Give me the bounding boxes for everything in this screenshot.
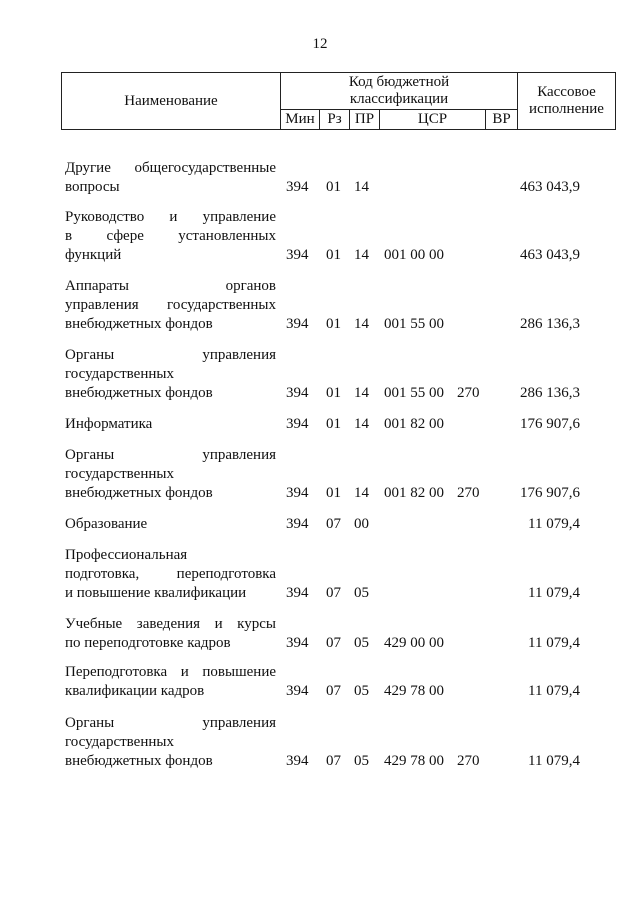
row-name-line: внебюджетных фондов	[65, 316, 213, 332]
row-name-line: Переподготовка и повышение	[65, 664, 276, 680]
table-row	[0, 346, 640, 403]
header-cash-line2: исполнение	[529, 101, 604, 117]
cell-sum: 11 079,4	[528, 753, 580, 769]
row-name-line: управления государственных	[65, 297, 276, 313]
cell-rz: 07	[326, 683, 341, 699]
header-budget-code-line2: классификации	[349, 91, 449, 107]
header-cash-execution	[518, 73, 616, 130]
row-name	[65, 159, 276, 197]
cell-sum: 463 043,9	[520, 247, 580, 263]
cell-csr: 429 00 00	[384, 635, 444, 651]
cell-vr: 270	[457, 385, 480, 401]
cell-pr: 14	[354, 485, 369, 501]
row-name	[65, 346, 276, 403]
cell-min: 394	[286, 416, 309, 432]
row-name-line: функций	[65, 247, 122, 263]
cell-sum: 286 136,3	[520, 385, 580, 401]
cell-vr: 270	[457, 485, 480, 501]
cell-sum: 11 079,4	[528, 635, 580, 651]
row-name-line: Органы управления	[65, 715, 276, 731]
page-number: 12	[312, 36, 328, 52]
cell-csr: 001 55 00	[384, 385, 444, 401]
row-name	[65, 208, 276, 265]
row-name-line: Органы управления	[65, 347, 276, 363]
header-budget-code	[281, 73, 518, 110]
cell-pr: 05	[354, 635, 369, 651]
cell-min: 394	[286, 683, 309, 699]
cell-rz: 01	[326, 485, 341, 501]
row-name-line: Руководство и управление	[65, 209, 276, 225]
cell-csr: 001 82 00	[384, 416, 444, 432]
cell-pr: 05	[354, 585, 369, 601]
row-name-line: Органы управления	[65, 447, 276, 463]
row-name-line: в сфере установленных	[65, 228, 276, 244]
table-row	[0, 208, 640, 265]
cell-rz: 01	[326, 179, 341, 195]
cell-csr: 001 00 00	[384, 247, 444, 263]
cell-sum: 176 907,6	[520, 416, 580, 432]
cell-pr: 14	[354, 179, 369, 195]
cell-rz: 01	[326, 385, 341, 401]
cell-sum: 463 043,9	[520, 179, 580, 195]
row-name-line: вопросы	[65, 179, 120, 195]
cell-pr: 05	[354, 683, 369, 699]
cell-min: 394	[286, 316, 309, 332]
table-row	[0, 159, 640, 197]
header-cash-line1: Кассовое	[537, 84, 596, 100]
cell-sum: 11 079,4	[528, 585, 580, 601]
cell-min: 394	[286, 753, 309, 769]
table-row	[0, 515, 640, 534]
table-row	[0, 415, 640, 434]
cell-min: 394	[286, 635, 309, 651]
table-row	[0, 446, 640, 503]
row-name	[65, 615, 276, 653]
cell-min: 394	[286, 585, 309, 601]
table-row	[0, 663, 640, 701]
cell-vr: 270	[457, 753, 480, 769]
row-name-line: Информатика	[65, 416, 153, 432]
cell-csr: 001 55 00	[384, 316, 444, 332]
cell-rz: 07	[326, 585, 341, 601]
row-name-line: государственных	[65, 366, 174, 382]
table-row	[0, 714, 640, 771]
header-csr: ЦСР	[380, 110, 486, 130]
cell-csr: 001 82 00	[384, 485, 444, 501]
cell-pr: 14	[354, 385, 369, 401]
row-name-line: Образование	[65, 516, 148, 532]
cell-min: 394	[286, 247, 309, 263]
cell-rz: 07	[326, 516, 341, 532]
header-name: Наименование	[62, 73, 281, 130]
table-header	[61, 72, 616, 130]
row-name-line: и повышение квалификации	[65, 585, 247, 601]
row-name-line: по переподготовке кадров	[65, 635, 231, 651]
row-name	[65, 277, 276, 334]
row-name-line: внебюджетных фондов	[65, 753, 213, 769]
cell-pr: 05	[354, 753, 369, 769]
row-name	[65, 546, 276, 603]
row-name	[65, 515, 276, 534]
cell-rz: 01	[326, 316, 341, 332]
cell-min: 394	[286, 385, 309, 401]
cell-rz: 07	[326, 753, 341, 769]
cell-sum: 11 079,4	[528, 683, 580, 699]
cell-min: 394	[286, 516, 309, 532]
row-name	[65, 663, 276, 701]
header-min: Мин	[281, 110, 320, 130]
row-name-line: государственных	[65, 466, 174, 482]
cell-sum: 286 136,3	[520, 316, 580, 332]
cell-min: 394	[286, 485, 309, 501]
cell-pr: 14	[354, 247, 369, 263]
cell-rz: 01	[326, 247, 341, 263]
row-name-line: Другие общегосударственные	[65, 160, 276, 176]
cell-csr: 429 78 00	[384, 753, 444, 769]
row-name-line: подготовка, переподготовка	[65, 566, 276, 582]
header-vr: ВР	[486, 110, 518, 130]
cell-sum: 11 079,4	[528, 516, 580, 532]
row-name-line: внебюджетных фондов	[65, 485, 213, 501]
table-row	[0, 277, 640, 334]
row-name	[65, 714, 276, 771]
row-name-line: Аппараты органов	[65, 278, 276, 294]
row-name	[65, 415, 276, 434]
cell-pr: 14	[354, 416, 369, 432]
row-name	[65, 446, 276, 503]
cell-rz: 07	[326, 635, 341, 651]
row-name-line: квалификации кадров	[65, 683, 205, 699]
cell-pr: 14	[354, 316, 369, 332]
row-name-line: внебюджетных фондов	[65, 385, 213, 401]
header-pr: ПР	[350, 110, 380, 130]
cell-sum: 176 907,6	[520, 485, 580, 501]
header-rz: Рз	[320, 110, 350, 130]
cell-csr: 429 78 00	[384, 683, 444, 699]
table-row	[0, 546, 640, 603]
row-name-line: Учебные заведения и курсы	[65, 616, 276, 632]
header-budget-code-line1: Код бюджетной	[348, 74, 450, 90]
cell-min: 394	[286, 179, 309, 195]
row-name-line: государственных	[65, 734, 174, 750]
cell-pr: 00	[354, 516, 369, 532]
cell-rz: 01	[326, 416, 341, 432]
table-row	[0, 615, 640, 653]
row-name-line: Профессиональная	[65, 547, 188, 563]
